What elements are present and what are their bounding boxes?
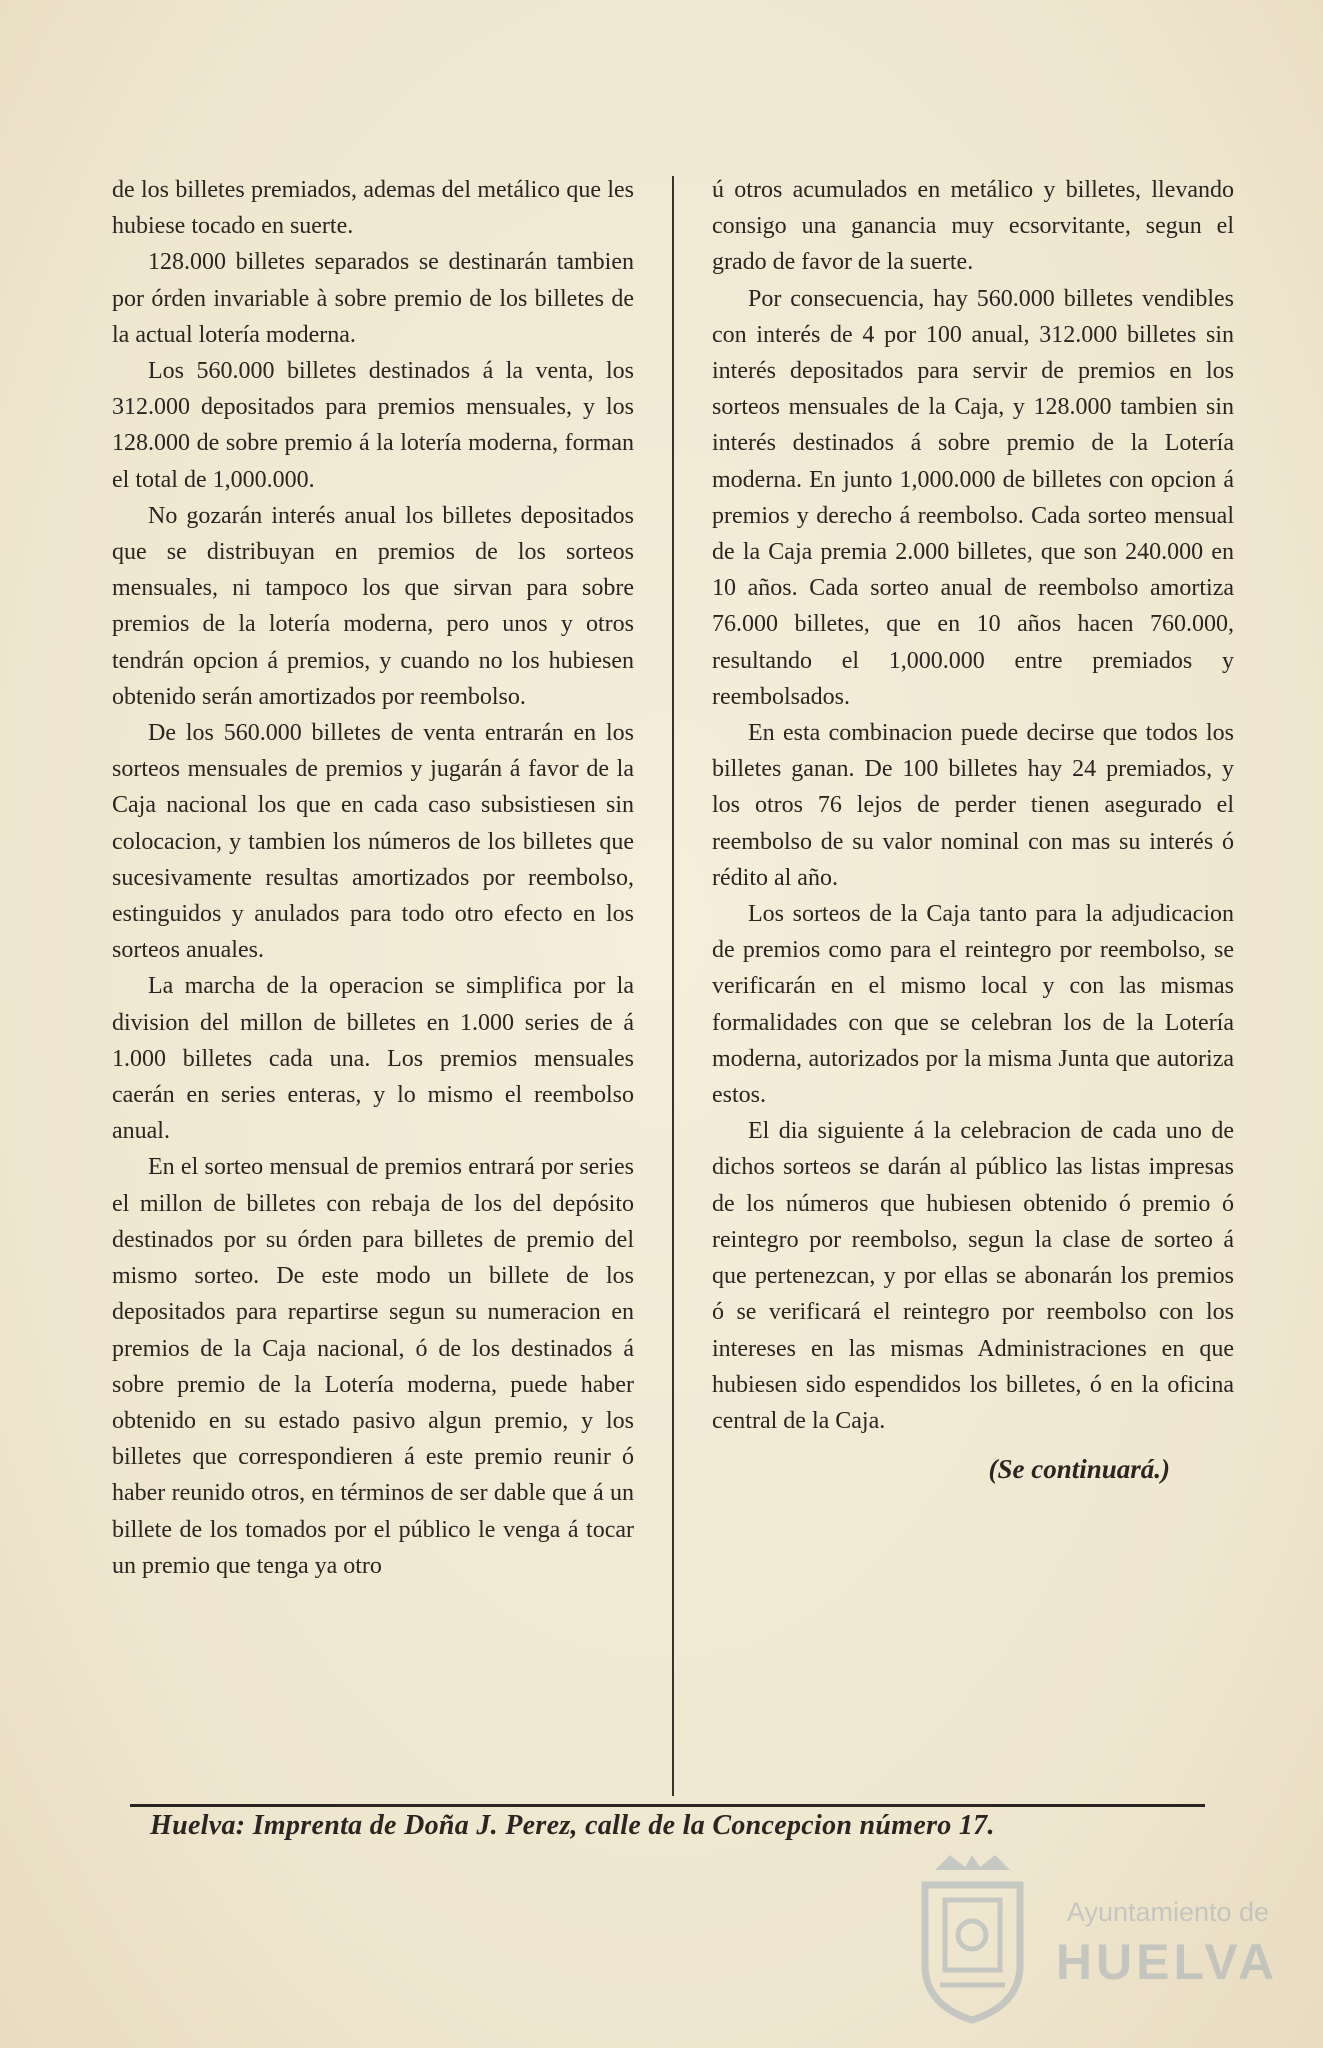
paragraph: En el sorteo mensual de premios entrará por series el millon de billetes con rebaja de los del depósito destinados por su órden para billetes de premio del mismo sorteo. De este modo un billete de los depositados para repartirse segun su numeracion en premios de la Caja nacional, ó de los destinados á sobre premio de la Lotería moderna, puede haber obtenido en su estado pasivo algun premio, y los billetes que correspondieren á este premio reunir ó haber reunido otros, en términos de ser dable que á un billete de los tomados por el público le venga á tocar un premio que tenga ya otro — [112, 1154, 634, 1579]
column-divider — [672, 176, 674, 1796]
imprint-line: Huelva: Imprenta de Doña J. Perez, calle de la Concepcion número 17. — [150, 1810, 995, 1841]
paragraph: En esta combinacion puede decirse que todos los billetes ganan. De 100 billetes hay 24 premiados, y los otros 76 lejos de perder tienen asegurado el reembolso de su valor nominal con mas su interés ó rédito al año. — [712, 720, 1234, 891]
right-column — [712, 172, 1234, 1487]
coat-of-arms-icon — [905, 1855, 1040, 2025]
paragraph: de los billetes premiados, ademas del metálico que les hubiese tocado en suerte. — [112, 177, 634, 240]
footer-divider — [130, 1804, 1205, 1807]
paragraph: Por consecuencia, hay 560.000 billetes vendibles con interés de 4 por 100 anual, 312.000 billetes sin interés depositados para servir de premios en los sorteos mensuales de la Caja, y 128.000 tambien sin interés destinados á sobre premio de la Lotería moderna. En junto 1,000.000 de billetes con opcion á premios y derecho á reembolso. Cada sorteo mensual de la Caja premia 2.000 billetes, que son 240.000 en 10 años. Cada sorteo anual de reembolso amortiza 76.000 billetes, que en 10 años hacen 760.000, resultando el 1,000.000 entre premiados y reembolsados. — [712, 285, 1234, 710]
paragraph: De los 560.000 billetes de venta entrarán en los sorteos mensuales de premios y jugarán á favor de la Caja nacional los que en cada caso subsistiesen sin colocacion, y tambien los números de los billetes que sucesivamente resultas amortizados por reembolso, estinguidos y anulados para todo otro efecto en los sorteos anuales. — [112, 720, 634, 964]
paragraph: 128.000 billetes separados se destinarán tambien por órden invariable à sobre premio de los billetes de la actual lotería moderna. — [112, 249, 634, 348]
left-column — [112, 172, 634, 1584]
paragraph: La marcha de la operacion se simplifica por la division del millon de billetes en 1.000 series de á 1.000 billetes cada una. Los premios mensuales caerán en series enteras, y lo mismo el reembolso anual. — [112, 973, 634, 1145]
watermark-city: HUELVA — [1055, 1934, 1279, 1990]
watermark-label: Ayuntamiento de — [1066, 1897, 1270, 1927]
watermark — [905, 1855, 1285, 2030]
paragraph: ú otros acumulados en metálico y billetes, llevando consigo una ganancia muy ecsorvitante, segun el grado de favor de la suerte. — [712, 177, 1234, 276]
text-columns — [112, 172, 1242, 1804]
paragraph: Los 560.000 billetes destinados á la venta, los 312.000 depositados para premios mensuales, y los 128.000 de sobre premio á la lotería moderna, forman el total de 1,000.000. — [112, 358, 634, 493]
continuation-note: (Se continuará.) — [988, 1454, 1170, 1485]
paragraph: El dia siguiente á la celebracion de cada uno de dichos sorteos se darán al público las listas impresas de los números que hubiesen obtenido ó premio ó reintegro por reembolso, segun la clase de sorteo á que pertenezcan, y por ellas se abonarán los premios ó se verificará el reintegro por reembolso con los intereses en las mismas Administraciones en que hubiesen sido espendidos los billetes, ó en la oficina central de la Caja. — [712, 1118, 1234, 1434]
paragraph: No gozarán interés anual los billetes depositados que se distribuyan en premios de los sorteos mensuales, ni tampoco los que sirvan para sobre premios de la lotería moderna, pero unos y otros tendrán opcion á premios, y cuando no los hubiesen obtenido serán amortizados por reembolso. — [112, 502, 634, 710]
paragraph: Los sorteos de la Caja tanto para la adjudicacion de premios como para el reintegro por reembolso, se verificarán en el mismo local y con las mismas formalidades con que se celebran los de la Lotería moderna, autorizados por la misma Junta que autoriza estos. — [712, 901, 1234, 1109]
